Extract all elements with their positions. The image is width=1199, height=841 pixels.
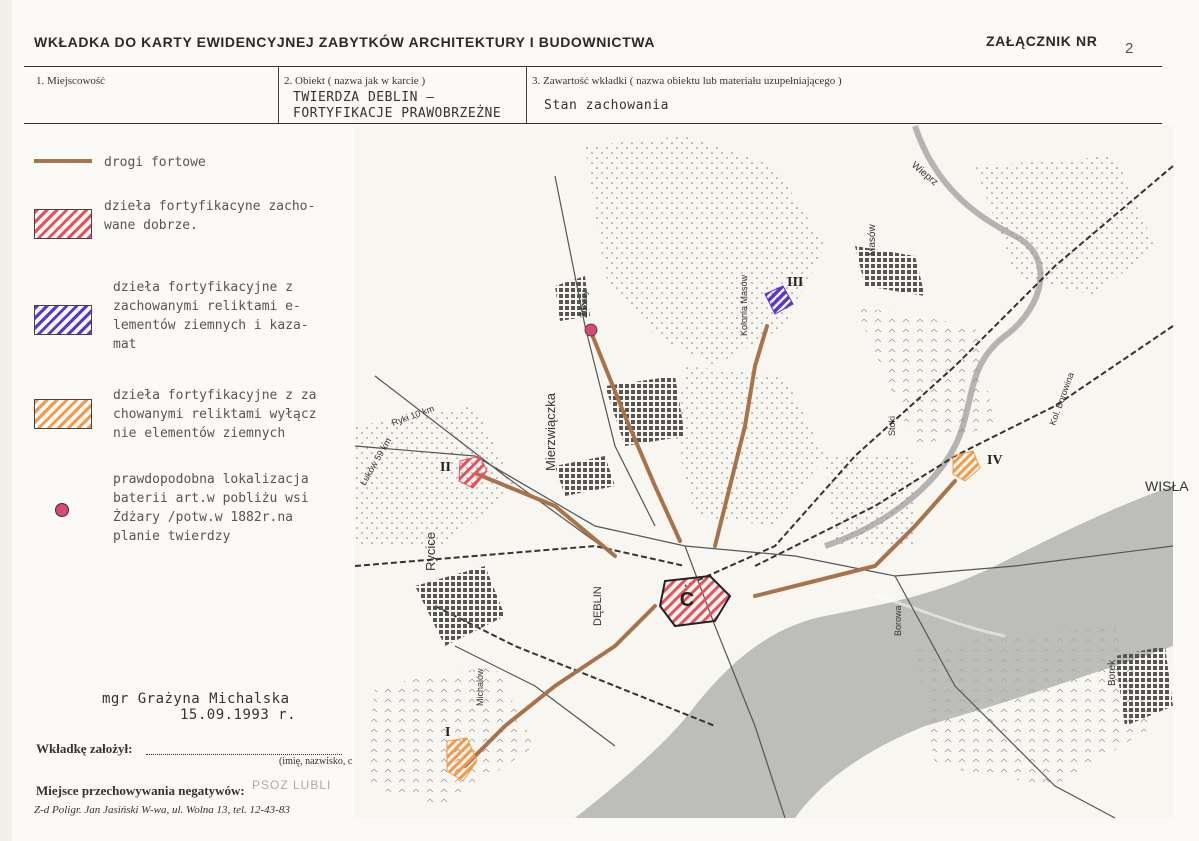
map-drawing — [355, 126, 1189, 818]
attachment-number: 2 — [1125, 40, 1134, 57]
field-place-label: 1. Miejscowość — [36, 75, 106, 87]
label-mierzwiaczka: Mierzwiączka — [543, 392, 558, 471]
legend-good-swatch — [34, 209, 92, 239]
field-divider-1 — [278, 67, 279, 123]
fortress-map — [355, 126, 1189, 818]
fort-c — [660, 576, 730, 626]
document-title: WKŁADKA DO KARTY EWIDENCYJNEJ ZABYTKÓW ARCHITEKTURY I BUDOWNICTWA — [34, 34, 656, 50]
battery-marker — [585, 324, 597, 336]
label-kol-borowina: Kol. Borowina — [1047, 371, 1076, 427]
author-name: mgr Grażyna Michalska — [102, 691, 290, 707]
legend-battery-text: prawdopodobna lokalizacja baterii art.w pobliżu wsi Żdżary /potw.w 1882r.na planie twierdzy — [113, 472, 309, 544]
label-deblin: DĘBLIN — [592, 586, 604, 626]
label-masow: Masów — [867, 224, 878, 256]
field-content-label: 3. Zawartość wkładki ( nazwa obiektu lub materiału uzupełniającego ) — [532, 75, 842, 87]
legend-purple-text: dzieła fortyfikacyjne z zachowanymi reliktami e- lementów ziemnych i kaza- mat — [113, 280, 309, 352]
header-rule — [24, 66, 1162, 67]
label-michalow: Michalów — [475, 668, 485, 706]
fort-iii-label: III — [787, 275, 804, 290]
document-sheet — [12, 0, 1199, 841]
label-stoki: Stoki — [887, 415, 897, 436]
field-object-value-1: TWIERDZA DEBLIN – — [293, 90, 435, 105]
negatives-stamp: PSOZ LUBLI — [252, 778, 332, 792]
fort-ii-label: II — [440, 460, 451, 475]
field-object-value-2: FORTYFIKACJE PRAWOBRZEŻNE — [293, 106, 502, 121]
attachment-label: ZAŁĄCZNIK NR — [986, 33, 1098, 49]
label-borek: Borek — [1107, 659, 1118, 686]
label-borowa: Borowa — [893, 605, 903, 636]
created-by-line — [146, 754, 342, 755]
label-ryki: Ryki 10 km — [390, 403, 436, 428]
field-object-label: 2. Obiekt ( nazwa jak w karcie ) — [284, 75, 426, 87]
created-by-hint: (imię, nazwisko, c — [279, 756, 353, 767]
author-date: 15.09.1993 r. — [180, 707, 297, 723]
legend-good-text: dzieła fortyfikacyne zacho- wane dobrze. — [104, 199, 316, 233]
legend-purple-swatch — [34, 305, 92, 335]
field-divider-2 — [526, 67, 527, 123]
label-kolonia-masow: Kolonia Masów — [739, 274, 749, 336]
label-zdzary: Żdżary — [579, 290, 589, 318]
fort-iv — [953, 451, 980, 481]
field-content-value: Stan zachowania — [544, 98, 669, 113]
label-wisla: WISŁA — [1145, 478, 1189, 494]
legend-orange-text: dzieła fortyfikacyjne z za chowanymi reliktami wyłącz nie elementów ziemnych — [113, 388, 317, 441]
fort-c-label: C — [679, 589, 695, 611]
legend-road-swatch — [34, 159, 92, 163]
printer-imprint: Z-d Poligr. Jan Jasiński W-wa, ul. Wolna 13, tel. 12-43-83 — [34, 804, 290, 816]
negatives-label: Miejsce przechowywania negatywów: — [36, 783, 245, 798]
legend-road-text: drogi fortowe — [104, 155, 206, 170]
fort-iv-label: IV — [987, 453, 1003, 468]
label-lukow: Łuków 59 km — [358, 436, 394, 487]
label-rycice: Rycice — [423, 531, 438, 571]
created-by-label: Wkładkę założył: — [36, 741, 133, 756]
legend-battery-dot — [55, 503, 69, 517]
label-wieprz: Wieprz — [909, 159, 940, 189]
legend-orange-swatch — [34, 399, 92, 429]
fields-rule — [24, 123, 1162, 124]
fort-i-label: I — [445, 725, 451, 740]
